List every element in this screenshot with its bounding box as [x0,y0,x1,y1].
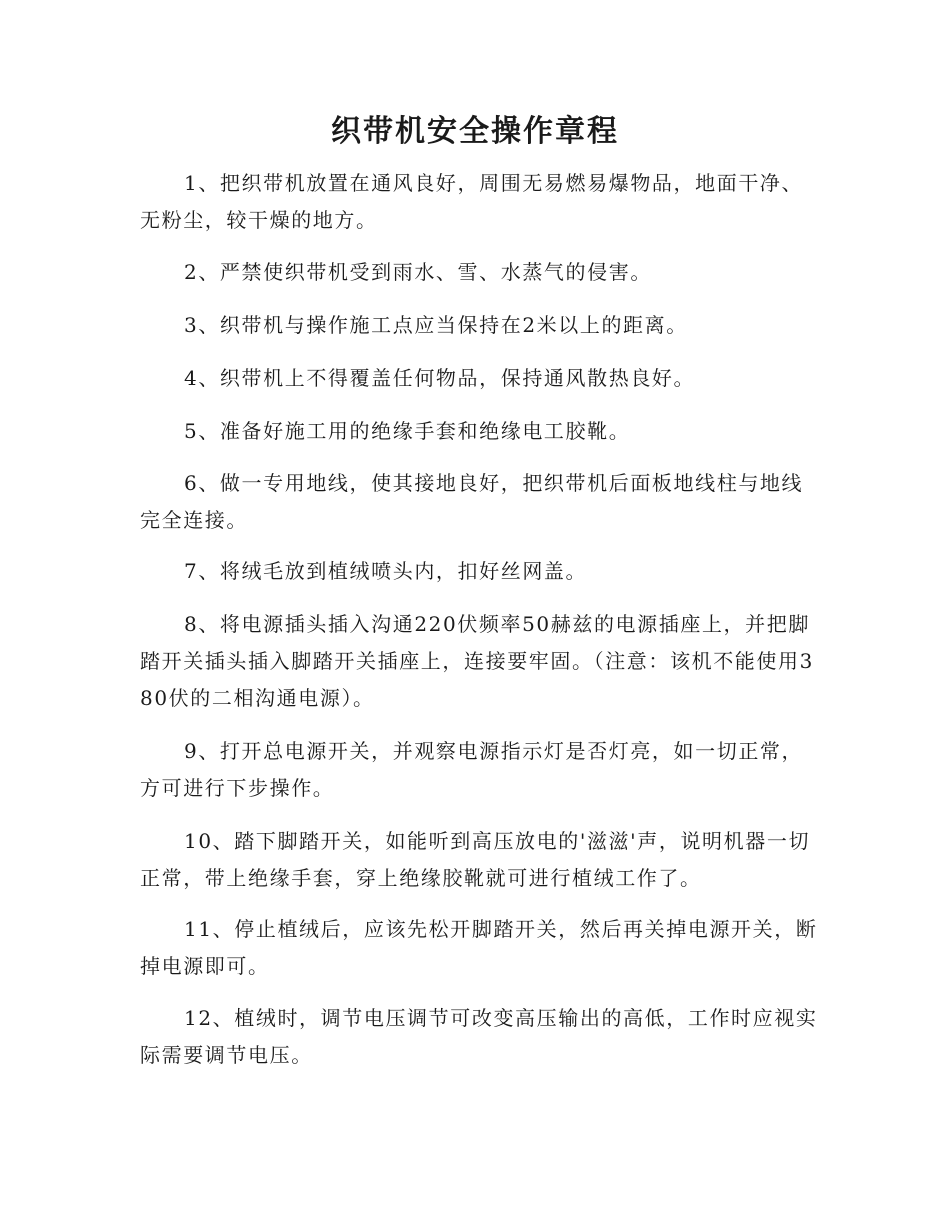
paragraph-1: 1、把织带机放置在通风良好，周围无易燃易爆物品，地面干净、无粉尘，较干燥的地方。 [140,171,804,232]
paragraph-12: 12、植绒时，调节电压调节可改变高压输出的高低，工作时应视实际需要调节电压。 [140,1006,818,1067]
paragraph-9: 9、打开总电源开关，并观察电源指示灯是否灯亮，如一切正常，方可进行下步操作。 [140,739,804,800]
paragraph-10: 10、踏下脚踏开关，如能听到高压放电的'滋滋'声，说明机器一切正常，带上绝缘手套，穿上绝缘胶靴就可进行植绒工作了。 [140,829,811,890]
paragraph-8: 8、将电源插头插入沟通220伏频率50赫兹的电源插座上，并把脚踏开关插头插入脚踏开关插座上，连接要牢固。（注意：该机不能使用380伏的二相沟通电源）。 [140,612,814,710]
paragraph-3: 3、织带机与操作施工点应当保持在2米以上的距离。 [184,313,688,337]
paragraph-6: 6、做一专用地线，使其接地良好，把织带机后面板地线柱与地线完全连接。 [140,471,804,532]
paragraph-11: 11、停止植绒后，应该先松开脚踏开关，然后再关掉电源开关，断掉电源即可。 [140,917,818,978]
paragraph-2: 2、严禁使织带机受到雨水、雪、水蒸气的侵害。 [184,260,652,284]
paragraph-7: 7、将绒毛放到植绒喷头内，扣好丝网盖。 [184,559,588,583]
page-title: 织带机安全操作章程 [331,114,619,149]
paragraph-4: 4、织带机上不得覆盖任何物品，保持通风散热良好。 [184,366,696,390]
paragraph-5: 5、准备好施工用的绝缘手套和绝缘电工胶靴。 [184,419,631,443]
